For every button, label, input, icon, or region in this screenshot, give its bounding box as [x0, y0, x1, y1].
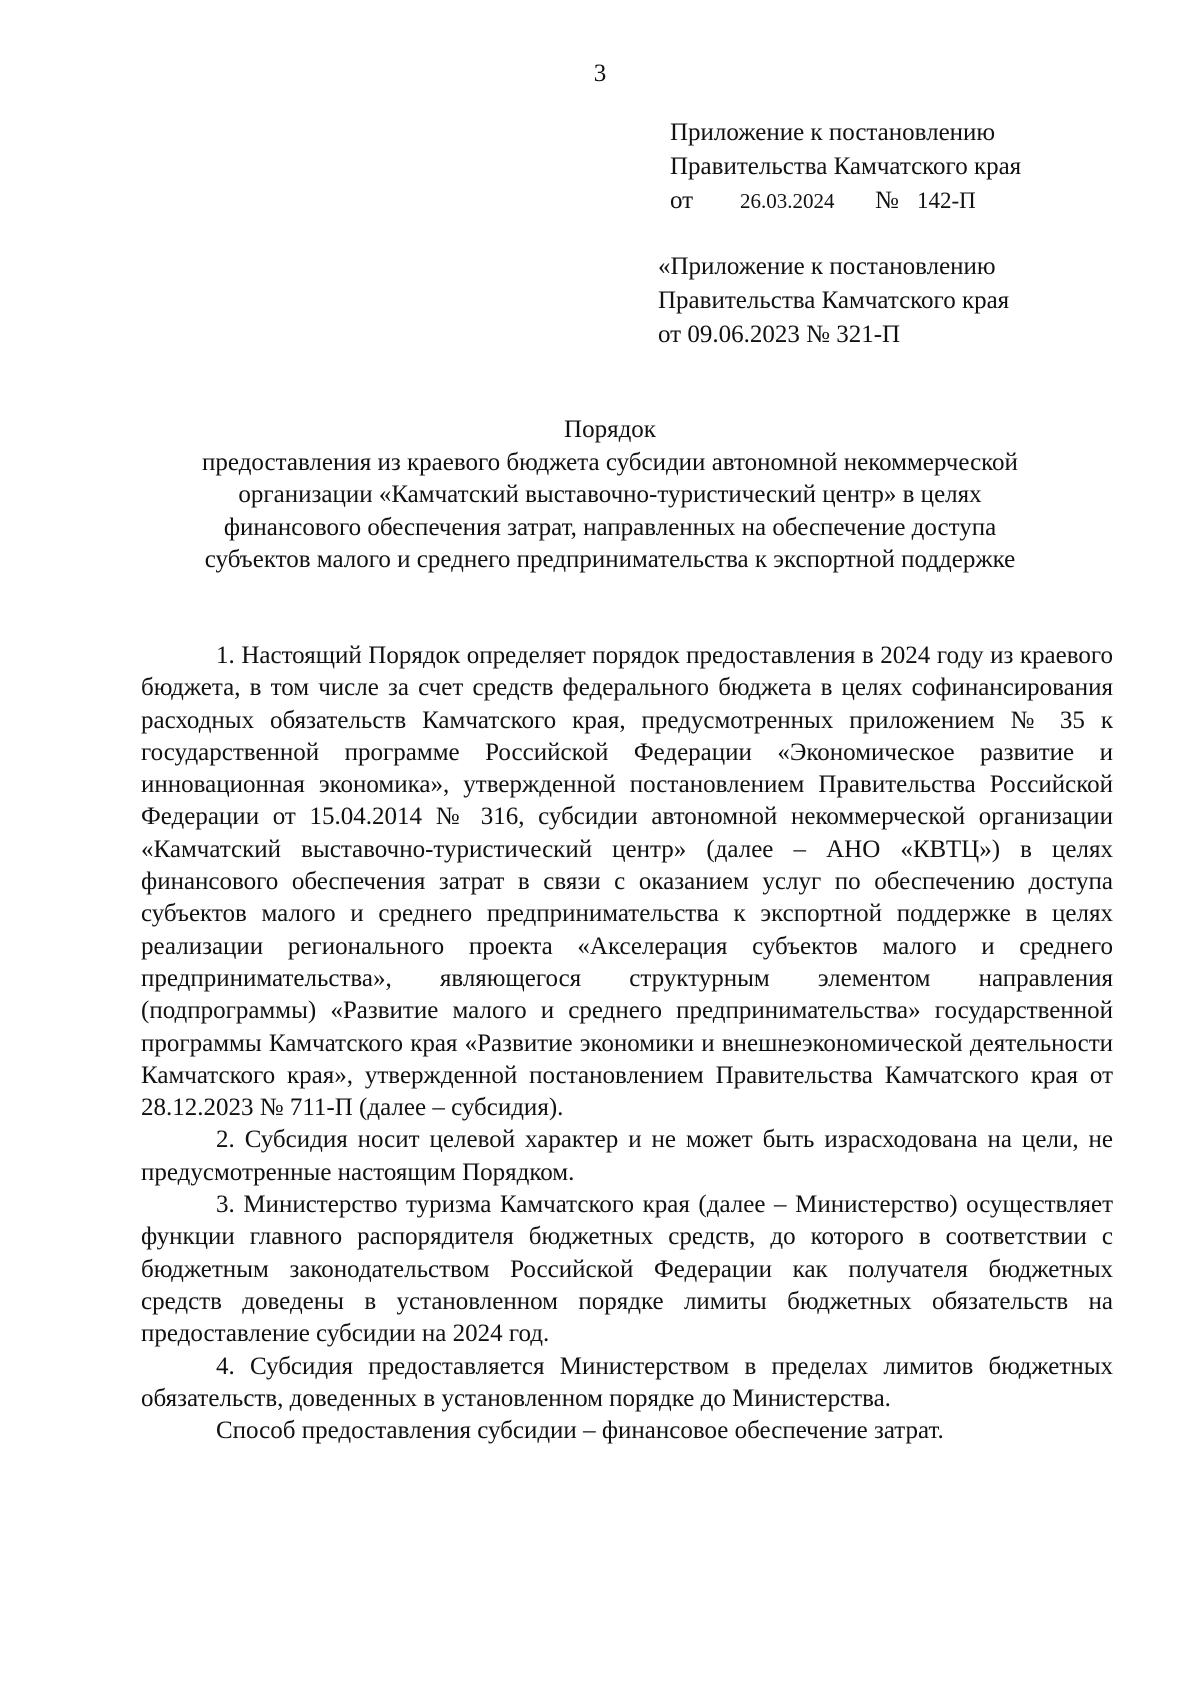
appendix-current-line-2: Правительства Камчатского края [670, 153, 1022, 180]
paragraph-method: Способ предоставления субсидии – финансовое обеспечение затрат. [216, 1417, 944, 1445]
title-line-3: финансового обеспечения затрат, направленных на обеспечение доступа [223, 513, 997, 541]
appendix-previous-line-3: от 09.06.2023 № 321-П [658, 321, 901, 348]
reference-number-sign: № [875, 187, 899, 214]
paragraph-3: 3. Министерство туризма Камчатского края (далее – Министерство) осуществляет функции главного распорядителя бюджетных средств, до которого в соответствии с бюджетным законодательством Российской Федерации как получателя бюджетных средств доведены в установленном порядке лимиты бюджетных обязательств на предоставление субсидии на 2024 год. [141, 1191, 1113, 1348]
title-line-2: организации «Камчатский выставочно-туристический центр» в целях [238, 481, 982, 508]
title-line-4: субъектов малого и среднего предпринимательства к экспортной поддержке [204, 546, 1016, 573]
appendix-header-previous [658, 250, 1009, 352]
reference-from-label: от [670, 187, 694, 214]
document-body [141, 640, 1113, 1447]
appendix-current-reference [670, 184, 1021, 218]
document-title [140, 414, 1080, 577]
appendix-current-line-1: Приложение к постановлению [670, 119, 996, 146]
paragraph-1: 1. Настоящий Порядок определяет порядок предоставления в 2024 году из краевого бюджета, в том числе за счет средств федерального бюджета в целях софинансирования расходных обязательств Камчатского края, предусмотренных приложением № 35 к государственной программе Российской Федерации «Экономическое развитие и инновационная экономика», утвержденной постановлением Правительства Российской Федерации от 15.04.2014 № 316, субсидии автономной некоммерческой организации «Камчатский выставочно-туристический центр» (далее – АНО «КВТЦ») в целях финансового обеспечения затрат в связи с оказанием услуг по обеспечению доступа субъектов малого и среднего предпринимательства к экспортной поддержке в целях реализации регионального проекта «Акселерация субъектов малого и среднего предпринимательства», являющегося структурным элементом направления (подпрограммы) «Развитие малого и среднего предпринимательства» государственной программы Камчатского края «Развитие экономики и внешнеэкономической деятельности Камчатского края», утвержденной постановлением Правительства Камчатского края от 28.12.2023 № 711-П (далее – субсидия). [141, 642, 1113, 1122]
page-number: 3 [593, 60, 607, 87]
paragraph-2: 2. Субсидия носит целевой характер и не может быть израсходована на цели, не предусмотренные настоящим Порядком. [141, 1126, 1113, 1186]
reference-number: 142-П [917, 188, 976, 213]
appendix-header-current [670, 116, 1021, 218]
appendix-previous-line-2: Правительства Камчатского края [658, 287, 1010, 314]
paragraph-4: 4. Субсидия предоставляется Министерством в пределах лимитов бюджетных обязательств, доведенных в установленном порядке до Министерства. [141, 1352, 1113, 1412]
title-heading: Порядок [564, 416, 656, 443]
title-line-1: предоставления из краевого бюджета субсидии автономной некоммерческой [202, 448, 1018, 476]
appendix-previous-line-1: «Приложение к постановлению [658, 253, 996, 280]
reference-date: 26.03.2024 [740, 189, 835, 213]
